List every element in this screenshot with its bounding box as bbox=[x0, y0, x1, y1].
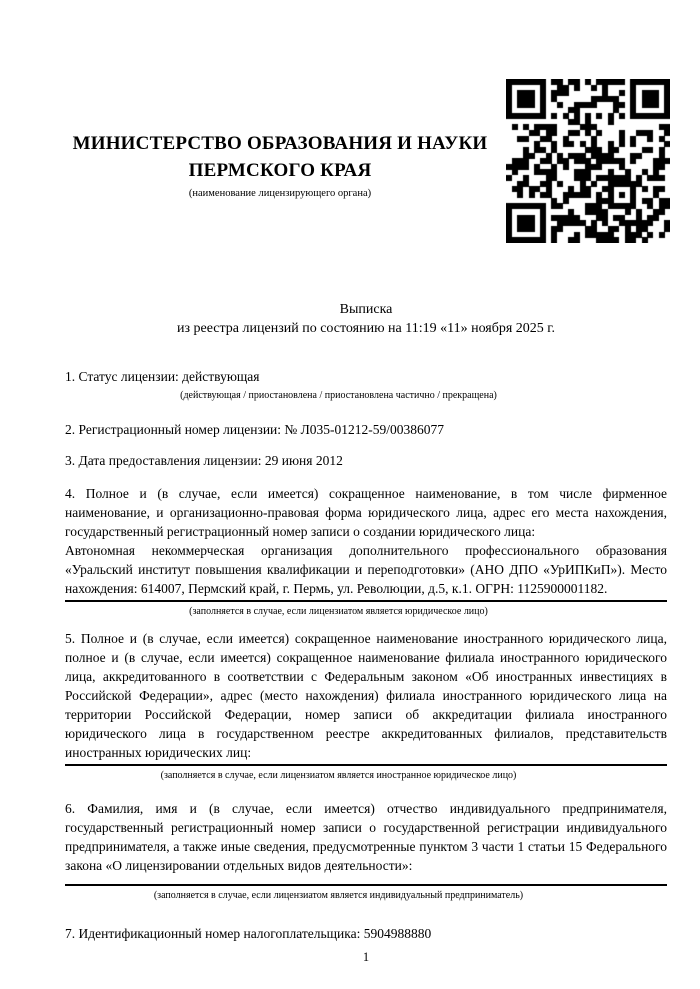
registration-number: 2. Регистрационный номер лицензии: № Л035-01212-59/00386077 bbox=[65, 422, 445, 437]
fill-in-line bbox=[65, 884, 667, 886]
license-status: 1. Статус лицензии: действующая bbox=[65, 369, 260, 384]
ministry-name-line1: МИНИСТЕРСТВО ОБРАЗОВАНИЯ И НАУКИ bbox=[72, 133, 488, 154]
license-status-caption: (действующая / приостановлена / приостановлена частично / прекращена) bbox=[180, 390, 497, 401]
page-number: 1 bbox=[362, 950, 370, 964]
document-title-line1: Выписка bbox=[339, 302, 393, 317]
taxpayer-number: 7. Идентификационный номер налогоплательщика: 5904988880 bbox=[65, 926, 432, 941]
licensing-authority-caption: (наименование лицензирующего органа) bbox=[188, 188, 372, 199]
section-4-description: 4. Полное и (в случае, если имеется) сокращенное наименование, в том числе фирменное наименование, и организационно-правовая форма юридического лица, адрес его места нахождения, государственный регистрационный номер записи о создании юридического лица: bbox=[65, 486, 667, 539]
ministry-name bbox=[65, 0, 495, 200]
licensee-name-value: Автономная некоммерческая организация дополнительного профессионального образования «Уральский институт повышения квалификации и переподготовки» (АНО ДПО «УрИПКиП»). Место нахождения: 614007, Пермский край, г. Пермь, ул. Революции, д.5, к.1. ОГРН: 1125900001182. bbox=[65, 543, 667, 596]
fill-in-line bbox=[65, 600, 667, 602]
section-6-description: 6. Фамилия, имя и (в случае, если имеется) отчество индивидуального предпринимателя, государственный регистрационный номер записи о государственной регистрации индивидуального предпринимателя, а также иные сведения, предусмотренные пунктом 3 части 1 статьи 15 Федерального закона «О лицензировании отдельных видов деятельности»: bbox=[65, 801, 667, 873]
document-title bbox=[65, 300, 667, 338]
qr-code bbox=[506, 79, 670, 243]
license-grant-date: 3. Дата предоставления лицензии: 29 июня 2012 bbox=[65, 453, 343, 468]
ministry-name-line2: ПЕРМСКОГО КРАЯ bbox=[188, 160, 372, 181]
fill-in-line bbox=[65, 764, 667, 766]
entrepreneur-caption: (заполняется в случае, если лицензиатом является индивидуальный предприниматель) bbox=[153, 890, 524, 901]
foreign-entity-caption: (заполняется в случае, если лицензиатом является иностранное юридическое лицо) bbox=[160, 770, 517, 781]
section-5-description: 5. Полное и (в случае, если имеется) сокращенное наименование иностранного юридического лица, полное и (в случае, если имеется) сокращенное наименование филиала иностранного юридического лица, аккредитованного в соответствии с Федеральным законом «Об иностранных инвестициях в Российской Федерации», адрес (место нахождения) филиала иностранного юридического лица на территории Российской Федерации, номер записи об аккредитации филиала иностранного юридического лица в государственном реестре аккредитованных филиалов, представительств иностранных юридических лиц: bbox=[65, 631, 667, 760]
document-title-line2: из реестра лицензий по состоянию на 11:19 «11» ноября 2025 г. bbox=[177, 321, 555, 336]
legal-entity-caption: (заполняется в случае, если лицензиатом является юридическое лицо) bbox=[189, 606, 488, 617]
